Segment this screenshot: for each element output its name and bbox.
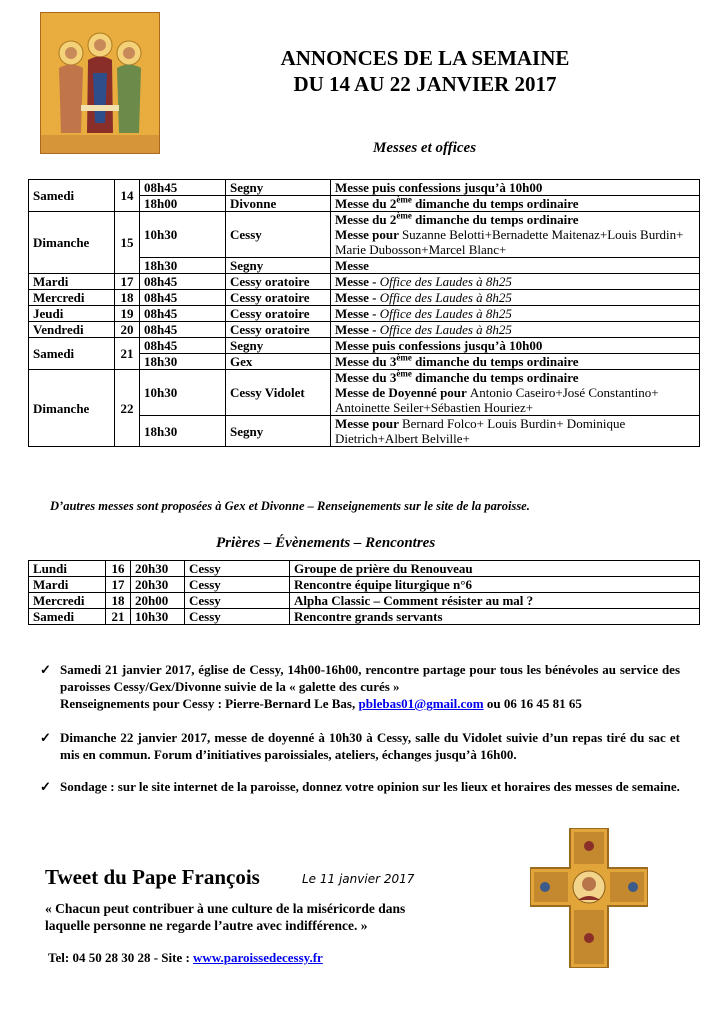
- desc-cell: Rencontre équipe liturgique n°6: [290, 577, 700, 593]
- day-cell: Mercredi: [29, 593, 106, 609]
- time-cell: 18h30: [140, 354, 226, 370]
- place-cell: Segny: [226, 338, 331, 354]
- desc-cell: Messe du 3ème dimanche du temps ordinaire Messe de Doyenné pour Antonio Caseiro+José Constantino+ Antoinette Seiler+Sébastien Houriez+: [331, 370, 700, 416]
- time-cell: 20h30: [131, 577, 185, 593]
- time-cell: 08h45: [140, 274, 226, 290]
- date-cell: 16: [106, 561, 131, 577]
- time-cell: 18h00: [140, 196, 226, 212]
- place-cell: Cessy: [185, 593, 290, 609]
- time-cell: 08h45: [140, 338, 226, 354]
- checkmark-icon: ✓: [40, 662, 51, 677]
- website-link[interactable]: www.paroissedecessy.fr: [193, 950, 323, 965]
- place-cell: Segny: [226, 416, 331, 447]
- contact-line: Tel: 04 50 28 30 28 - Site : www.paroissedecessy.fr: [48, 950, 323, 965]
- desc-cell: Messe - Office des Laudes à 8h25: [331, 322, 700, 338]
- desc-cell: Rencontre grands servants: [290, 609, 700, 625]
- date-cell: 22: [115, 370, 140, 447]
- trinity-icon: [40, 12, 160, 154]
- time-cell: 10h30: [131, 609, 185, 625]
- date-cell: 21: [115, 338, 140, 370]
- desc-cell: Messe - Office des Laudes à 8h25: [331, 306, 700, 322]
- desc-cell: Messe du 2ème dimanche du temps ordinaire: [331, 196, 700, 212]
- place-cell: Cessy oratoire: [226, 274, 331, 290]
- desc-cell: Messe - Office des Laudes à 8h25: [331, 274, 700, 290]
- date-cell: 14: [115, 180, 140, 212]
- desc-cell: Alpha Classic – Comment résister au mal ?: [290, 593, 700, 609]
- place-cell: Divonne: [226, 196, 331, 212]
- date-cell: 18: [106, 593, 131, 609]
- place-cell: Cessy oratoire: [226, 306, 331, 322]
- time-cell: 08h45: [140, 180, 226, 196]
- desc-cell: Messe du 3ème dimanche du temps ordinaire: [331, 354, 700, 370]
- table-row: [29, 212, 700, 258]
- tweet-date: Le 11 janvier 2017: [302, 872, 415, 886]
- table-row: [29, 593, 700, 609]
- place-cell: Segny: [226, 258, 331, 274]
- time-cell: 10h30: [140, 370, 226, 416]
- day-cell: Samedi: [29, 609, 106, 625]
- day-cell: Samedi: [29, 180, 115, 212]
- masses-table: [28, 179, 700, 447]
- day-cell: Mardi: [29, 577, 106, 593]
- time-cell: 08h45: [140, 306, 226, 322]
- tweet-title: Tweet du Pape François: [45, 865, 260, 889]
- table-row: [29, 290, 700, 306]
- announcement-2: ✓ Dimanche 22 janvier 2017, messe de doyenné à 10h30 à Cessy, salle du Vidolet suivie d’un repas tiré du sac et mis en commun. Forum d’initiatives paroissiales, ateliers, échanges jusqu’à 16h00.: [40, 730, 680, 762]
- time-cell: 20h00: [131, 593, 185, 609]
- day-cell: Jeudi: [29, 306, 115, 322]
- cross-icon: [530, 828, 648, 968]
- place-cell: Cessy: [226, 212, 331, 258]
- table-row: [29, 322, 700, 338]
- place-cell: Cessy: [185, 609, 290, 625]
- table-row: [29, 338, 700, 354]
- tweet-text: « Chacun peut contribuer à une culture de la miséricorde dans laquelle personne ne regarde l’autre avec indifférence. »: [45, 901, 406, 933]
- table-row: [29, 561, 700, 577]
- time-cell: 20h30: [131, 561, 185, 577]
- day-cell: Lundi: [29, 561, 106, 577]
- desc-cell: Messe pour Bernard Folco+ Louis Burdin+ Dominique Dietrich+Albert Belville+: [331, 416, 700, 447]
- desc-cell: Messe: [331, 258, 700, 274]
- day-cell: Mercredi: [29, 290, 115, 306]
- table-row: [29, 274, 700, 290]
- email-link[interactable]: pblebas01@gmail.com: [358, 696, 484, 711]
- desc-cell: Messe du 2ème dimanche du temps ordinaire Messe pour Suzanne Belotti+Bernadette Maitenaz+Louis Burdin+ Marie Dubosson+Marcel Blanc+: [331, 212, 700, 258]
- time-cell: 18h30: [140, 416, 226, 447]
- day-cell: Vendredi: [29, 322, 115, 338]
- date-cell: 17: [106, 577, 131, 593]
- title-line-1: ANNONCES DE LA SEMAINE: [280, 46, 570, 70]
- place-cell: Cessy oratoire: [226, 290, 331, 306]
- day-cell: Samedi: [29, 338, 115, 370]
- table-row: [29, 306, 700, 322]
- date-cell: 19: [115, 306, 140, 322]
- time-cell: 08h45: [140, 322, 226, 338]
- time-cell: 08h45: [140, 290, 226, 306]
- date-cell: 15: [115, 212, 140, 274]
- place-cell: Segny: [226, 180, 331, 196]
- day-cell: Mardi: [29, 274, 115, 290]
- day-cell: Dimanche: [29, 370, 115, 447]
- place-cell: Gex: [226, 354, 331, 370]
- date-cell: 21: [106, 609, 131, 625]
- desc-cell: Groupe de prière du Renouveau: [290, 561, 700, 577]
- place-cell: Cessy Vidolet: [226, 370, 331, 416]
- table-row: [29, 577, 700, 593]
- checkmark-icon: ✓: [40, 730, 51, 745]
- place-cell: Cessy oratoire: [226, 322, 331, 338]
- events-section-title: Prières – Évènements – Rencontres: [216, 535, 436, 551]
- date-cell: 17: [115, 274, 140, 290]
- other-masses-note: D’autres messes sont proposées à Gex et Divonne – Renseignements sur le site de la paroisse.: [50, 499, 530, 513]
- desc-cell: Messe puis confessions jusqu’à 10h00: [331, 338, 700, 354]
- place-cell: Cessy: [185, 561, 290, 577]
- table-row: [29, 609, 700, 625]
- announcement-1: ✓ Samedi 21 janvier 2017, église de Cessy, 14h00-16h00, rencontre partage pour tous les bénévoles au service des paroisses Cessy/Gex/Divonne suivie de la « galette des curés » Renseignements pour Cessy : Pierre-Bernard Le Bas, pblebas01@gmail.com ou 06 16 45 81 65: [40, 662, 680, 711]
- date-cell: 18: [115, 290, 140, 306]
- place-cell: Cessy: [185, 577, 290, 593]
- table-row: [29, 370, 700, 416]
- date-cell: 20: [115, 322, 140, 338]
- page-title: [200, 45, 650, 97]
- time-cell: 10h30: [140, 212, 226, 258]
- masses-section-title: Messes et offices: [373, 140, 477, 156]
- desc-cell: Messe - Office des Laudes à 8h25: [331, 290, 700, 306]
- desc-cell: Messe puis confessions jusqu’à 10h00: [331, 180, 700, 196]
- events-table: [28, 560, 700, 625]
- day-cell: Dimanche: [29, 212, 115, 274]
- announcement-3: ✓ Sondage : sur le site internet de la paroisse, donnez votre opinion sur les lieux et horaires des messes de semaine.: [40, 779, 680, 794]
- table-row: [29, 180, 700, 196]
- time-cell: 18h30: [140, 258, 226, 274]
- title-line-2: DU 14 AU 22 JANVIER 2017: [293, 72, 557, 96]
- checkmark-icon: ✓: [40, 779, 51, 794]
